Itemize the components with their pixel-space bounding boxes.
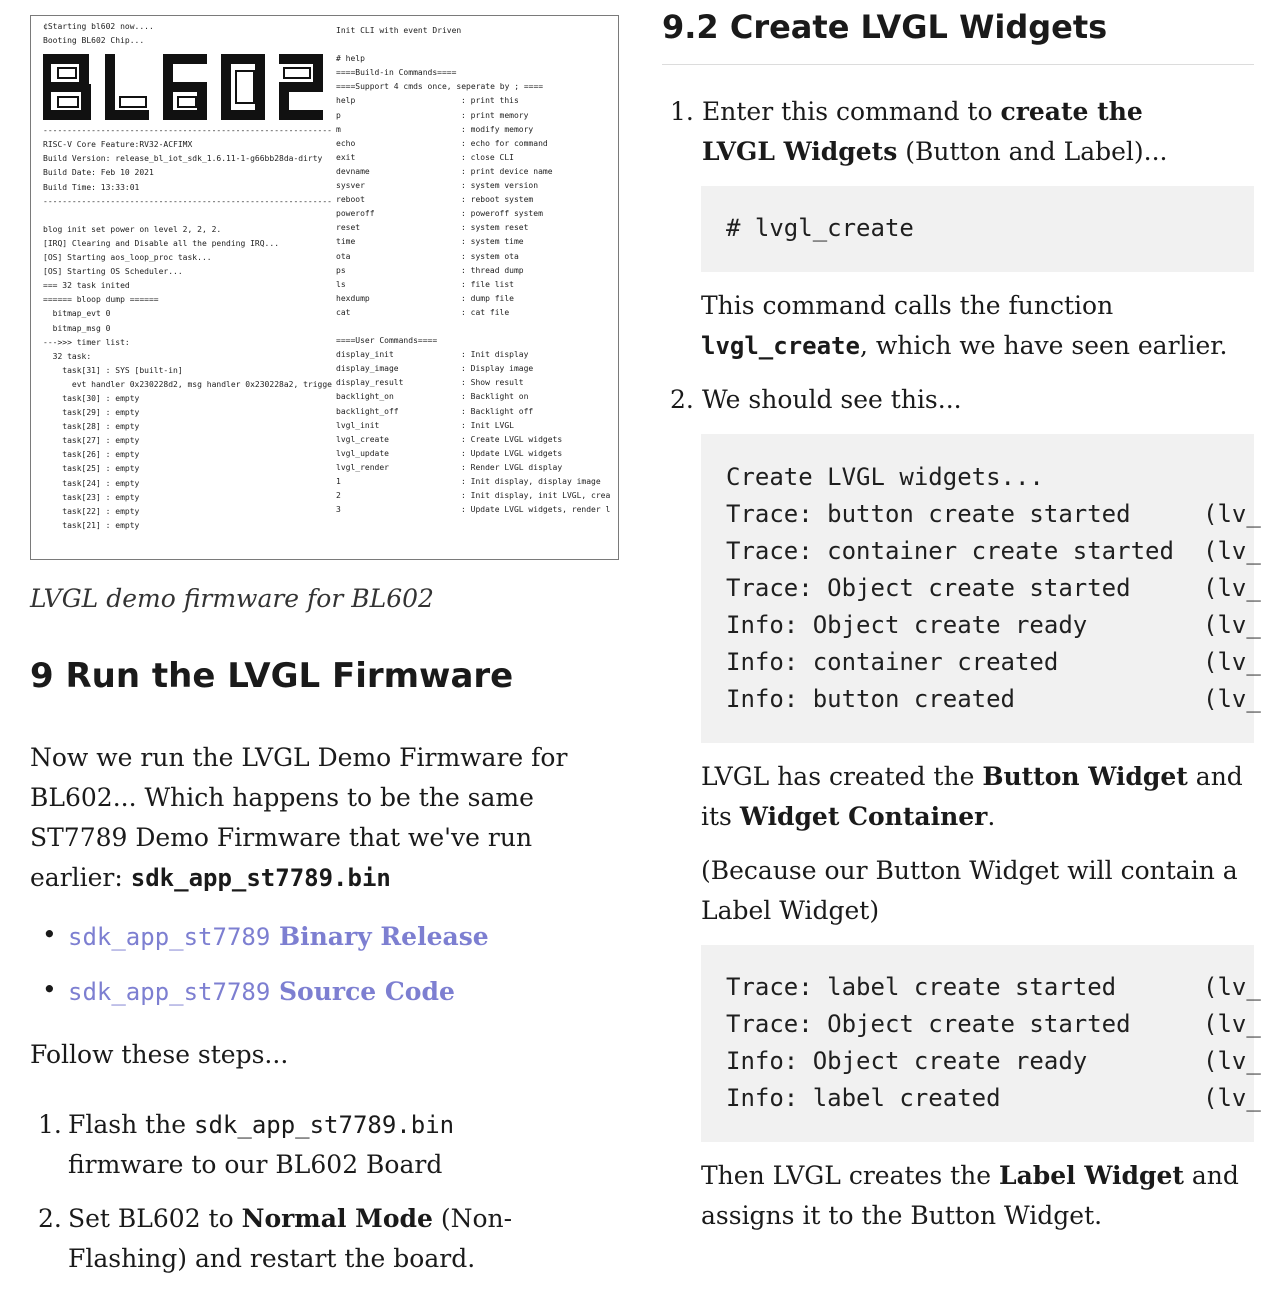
step-bold: Normal Mode — [241, 1204, 433, 1233]
link-text: Source Code — [270, 977, 455, 1006]
step-number: 1. — [38, 1110, 62, 1139]
step-item — [30, 1105, 630, 1185]
log-message: Info: label created — [726, 1084, 1001, 1112]
cli-description: : Update LVGL widgets — [461, 448, 563, 458]
boot-line: Build Time: 13:33:01 — [43, 182, 140, 192]
cli-command: backlight_off — [336, 406, 399, 416]
cli-command: lvgl_update — [336, 448, 389, 458]
boot-line: blog init set power on level 2, 2, 2. — [43, 224, 222, 234]
cli-line — [336, 433, 621, 447]
cli-line — [336, 320, 621, 334]
bl602-ascii-banner-logo — [43, 48, 331, 124]
cli-line — [336, 419, 621, 433]
log-message: Trace: label create started — [726, 973, 1117, 1001]
cli-description: : Show result — [461, 378, 524, 388]
cli-description: : Init display, display image — [461, 477, 601, 486]
boot-line: bitmap_evt 0 — [43, 309, 111, 319]
intro-paragraph — [30, 738, 620, 898]
boot-line: ------------------------------------------------------------ — [43, 196, 332, 206]
log-source: (lv_ — [1203, 574, 1261, 602]
cli-line — [336, 405, 621, 419]
log-message: Trace: container create started — [726, 537, 1174, 565]
subsection-heading: 9.2 Create LVGL Widgets — [662, 8, 1108, 46]
cli-description: : poweroff system — [461, 209, 543, 219]
cli-description: : close CLI — [461, 152, 514, 162]
cli-line — [336, 390, 621, 404]
para-text: LVGL has created the — [701, 762, 983, 791]
cli-description: : Init display, init LVGL, crea — [461, 491, 611, 501]
boot-line: task[24] : empty — [43, 478, 140, 488]
intro-text: Now we run the LVGL Demo Firmware for BL602... Which happens to be the same ST7789 Demo Firmware that we've run earlier: — [30, 743, 568, 892]
log-source: (lv_ — [1203, 611, 1261, 639]
cli-line — [336, 475, 621, 489]
boot-line: ------------------------------------------------------------ — [43, 126, 332, 136]
log-source: (lv_ — [1203, 537, 1261, 565]
cli-description: : print memory — [461, 110, 529, 120]
boot-line: task[29] : empty — [43, 408, 140, 418]
banner-digit-6 — [159, 54, 211, 120]
log-message: Info: container created — [726, 648, 1059, 676]
log-source: (lv_ — [1203, 1047, 1261, 1075]
boot-line: RISC-V Core Feature:RV32-ACFIMX — [43, 140, 193, 150]
left-column — [0, 0, 640, 1280]
log-line — [726, 607, 1261, 644]
cli-description: : Init LVGL — [461, 420, 514, 430]
cli-description: : thread dump — [461, 265, 524, 275]
boot-line: Build Version: release_bl_iot_sdk_1.6.11-1-g66bb28da-dirty — [43, 154, 323, 164]
heading-divider — [662, 64, 1254, 65]
log-line — [726, 459, 1254, 496]
boot-line: 32 task: — [43, 351, 92, 361]
log-message: Info: Object create ready — [726, 611, 1088, 639]
cli-line — [336, 94, 621, 108]
cli-command: display_image — [336, 364, 399, 374]
log-line — [726, 681, 1261, 718]
cli-command: sysver — [336, 181, 365, 191]
cli-command: 3 — [336, 505, 341, 515]
section-heading: 9 Run the LVGL Firmware — [30, 656, 514, 696]
cli-description: : print this — [461, 96, 519, 106]
step-item — [670, 380, 1222, 420]
log-source: (lv_ — [1203, 1084, 1261, 1112]
cli-description: : Render LVGL display — [461, 462, 563, 472]
cli-description: : echo for command — [461, 138, 548, 148]
cli-description: : reboot system — [461, 195, 534, 205]
para-text: This command calls the function — [701, 291, 1114, 320]
cli-line — [336, 221, 621, 235]
cli-line — [336, 503, 621, 517]
step-text: (Non-Flashing) and restart the board. — [68, 1204, 513, 1273]
boot-line: task[22] : empty — [43, 506, 140, 516]
boot-line: === 32 task inited — [43, 281, 130, 291]
step-number: 1. — [670, 97, 694, 126]
log-output-block[interactable] — [701, 434, 1261, 743]
para-text: Then LVGL creates the — [701, 1161, 999, 1190]
command-code-block[interactable] — [701, 186, 1254, 272]
cli-description: : Update LVGL widgets, render l — [461, 505, 611, 515]
boot-line: Booting BL602 Chip... — [43, 36, 145, 46]
figure-caption: LVGL demo firmware for BL602 — [30, 584, 434, 613]
cli-description: : Display image — [461, 364, 534, 374]
boot-line: task[31] : SYS [built-in] — [43, 365, 183, 375]
cli-line — [336, 292, 621, 306]
cli-line — [336, 52, 621, 66]
cli-description: : file list — [461, 279, 514, 289]
cli-description: : modify memory — [461, 124, 534, 134]
cli-command: help — [336, 96, 356, 106]
paragraph — [701, 1156, 1261, 1236]
cli-description: : Init display — [461, 350, 529, 360]
cli-line — [336, 306, 621, 320]
cli-command: cat — [336, 307, 351, 317]
cli-command: m — [336, 124, 341, 134]
log-line — [726, 969, 1261, 1006]
log-line — [726, 1080, 1261, 1117]
cli-line — [336, 461, 621, 475]
boot-line: task[28] : empty — [43, 422, 140, 432]
cli-line — [336, 80, 621, 94]
cli-description: : Create LVGL widgets — [461, 434, 563, 444]
cli-command: ls — [336, 279, 346, 289]
follow-text: Follow these steps... — [30, 1040, 289, 1069]
step-text: We should see this... — [702, 385, 962, 414]
para-text: and its — [701, 762, 1243, 831]
log-source: (lv_ — [1203, 685, 1261, 713]
firmware-filename: sdk_app_st7789.bin — [130, 864, 391, 892]
log-line — [726, 533, 1261, 570]
step-text: Set BL602 to — [68, 1204, 242, 1233]
cli-command: hexdump — [336, 293, 370, 303]
cli-description: : Backlight on — [461, 392, 529, 402]
boot-line: task[23] : empty — [43, 492, 140, 502]
cli-line — [336, 24, 621, 38]
command-line: # lvgl_create — [726, 214, 914, 242]
boot-line: [OS] Starting OS Scheduler... — [43, 267, 183, 277]
cli-line — [336, 447, 621, 461]
banner-letter-l — [101, 54, 153, 120]
step-number: 2. — [38, 1204, 62, 1233]
para-bold: Label Widget — [999, 1161, 1184, 1190]
cli-line — [336, 207, 621, 221]
boot-line: [OS] Starting aos_loop_proc task... — [43, 253, 212, 263]
cli-line — [336, 179, 621, 193]
boot-line: task[26] : empty — [43, 450, 140, 460]
banner-letter-b — [43, 54, 95, 120]
para-text: and assigns it to the Button Widget. — [701, 1161, 1239, 1230]
cli-text: ====Support 4 cmds once, seperate by ; ==== — [336, 82, 544, 92]
cli-command: lvgl_create — [336, 434, 389, 444]
link-code: sdk_app_st7789 — [68, 978, 271, 1006]
para-bold: Widget Container — [739, 802, 988, 831]
link-text: Binary Release — [270, 922, 489, 951]
cli-line — [336, 123, 621, 137]
boot-line: --->>> timer list: — [43, 337, 130, 347]
boot-line: task[25] : empty — [43, 464, 140, 474]
cli-text: # help — [336, 54, 365, 64]
cli-command: ps — [336, 265, 346, 275]
log-line — [726, 570, 1261, 607]
cli-line — [336, 66, 621, 80]
cli-command: display_result — [336, 378, 404, 388]
cli-command: 1 — [336, 477, 341, 486]
log-source: (lv_ — [1203, 648, 1261, 676]
cli-line — [336, 489, 621, 503]
step-text: (Button and Label)... — [897, 137, 1168, 166]
step-number: 2. — [670, 385, 694, 414]
boot-lines — [43, 124, 331, 533]
log-source: (lv_ — [1203, 1010, 1261, 1038]
banner-digit-0 — [217, 54, 269, 120]
paragraph: (Because our Button Widget will contain a Label Widget) — [701, 856, 1238, 925]
cli-line — [336, 193, 621, 207]
cli-description: : Backlight off — [461, 406, 534, 416]
cli-line — [336, 165, 621, 179]
source-code-link[interactable] — [30, 977, 489, 1032]
cli-command: backlight_on — [336, 392, 394, 402]
cli-line — [336, 278, 621, 292]
cli-line — [336, 362, 621, 376]
boot-line: task[30] : empty — [43, 393, 140, 403]
boot-line: task[27] : empty — [43, 436, 140, 446]
log-message: Info: Object create ready — [726, 1047, 1088, 1075]
cli-text: ====User Commands==== — [336, 336, 438, 346]
paragraph — [701, 286, 1261, 366]
cli-command: display_init — [336, 350, 394, 360]
boot-line: [IRQ] Clearing and Disable all the pending IRQ... — [43, 238, 280, 248]
binary-release-link[interactable] — [30, 922, 489, 977]
log-message: Create LVGL widgets... — [726, 463, 1044, 491]
cli-description: : system time — [461, 237, 524, 247]
log-line — [726, 644, 1261, 681]
cli-line — [336, 264, 621, 278]
log-line — [726, 1006, 1261, 1043]
boot-line: ¢Starting bl602 now.... — [43, 22, 154, 31]
cli-line — [336, 235, 621, 249]
cli-line — [336, 151, 621, 165]
log-message: Trace: Object create started — [726, 1010, 1131, 1038]
cli-command: 2 — [336, 491, 341, 501]
cli-description: : system reset — [461, 223, 529, 233]
step-text: firmware to our BL602 Board — [68, 1150, 443, 1179]
boot-line: evt handler 0x230228d2, msg handler 0x230228a2, trigge — [43, 379, 332, 389]
boot-line: Build Date: Feb 10 2021 — [43, 168, 154, 178]
cli-help-output — [336, 24, 621, 517]
log-source: (lv_ — [1203, 500, 1261, 528]
boot-log — [43, 20, 331, 533]
cli-command: time — [336, 237, 356, 247]
banner-digit-2 — [275, 54, 327, 120]
boot-line: ====== bloop dump ====== — [43, 295, 159, 305]
step-bold: create the LVGL Widgets — [702, 97, 1143, 166]
cli-command: exit — [336, 152, 356, 162]
cli-description: : cat file — [461, 307, 510, 317]
download-links — [30, 922, 489, 1032]
right-column — [640, 0, 1280, 1280]
log-line — [726, 1043, 1261, 1080]
log-message: Trace: button create started — [726, 500, 1131, 528]
paragraph — [701, 757, 1261, 837]
cli-command: lvgl_render — [336, 462, 389, 472]
cli-line — [336, 348, 621, 362]
log-message: Info: button created — [726, 685, 1015, 713]
steps-list — [30, 1105, 630, 1293]
cli-text: Init CLI with event Driven — [336, 26, 462, 35]
cli-command: reboot — [336, 195, 365, 205]
terminal-screenshot — [30, 15, 619, 560]
cli-line — [336, 38, 621, 52]
log-source: (lv_ — [1203, 973, 1261, 1001]
step-code: sdk_app_st7789.bin — [194, 1111, 455, 1139]
log-message: Trace: Object create started — [726, 574, 1131, 602]
cli-command: p — [336, 110, 341, 120]
step-item — [30, 1199, 630, 1279]
log-output-block[interactable] — [701, 945, 1261, 1142]
log-line — [726, 496, 1261, 533]
link-code: sdk_app_st7789 — [68, 923, 271, 951]
cli-line — [336, 334, 621, 348]
cli-command: devname — [336, 166, 370, 176]
cli-line — [336, 109, 621, 123]
cli-description: : system version — [461, 181, 539, 191]
cli-line — [336, 376, 621, 390]
para-bold: Button Widget — [982, 762, 1188, 791]
cli-line — [336, 137, 621, 151]
cli-command: echo — [336, 138, 356, 148]
cli-description: : system ota — [461, 251, 519, 261]
boot-line — [43, 209, 331, 223]
cli-command: ota — [336, 251, 351, 261]
cli-description: : dump file — [461, 293, 514, 303]
boot-line: task[21] : empty — [43, 520, 140, 530]
cli-command: poweroff — [336, 209, 375, 219]
cli-command: lvgl_init — [336, 420, 380, 430]
cli-description: : print device name — [461, 166, 553, 176]
function-name: lvgl_create — [701, 332, 860, 360]
cli-text: ====Build-in Commands==== — [336, 68, 457, 78]
para-text: , which we have seen earlier. — [859, 331, 1228, 360]
cli-command: reset — [336, 223, 361, 233]
boot-line: bitmap_msg 0 — [43, 323, 111, 333]
step-item — [670, 92, 1222, 172]
cli-line — [336, 250, 621, 264]
step-text: Enter this command to — [702, 97, 1001, 126]
para-text: . — [987, 802, 996, 831]
step-text: Flash the — [68, 1110, 195, 1139]
